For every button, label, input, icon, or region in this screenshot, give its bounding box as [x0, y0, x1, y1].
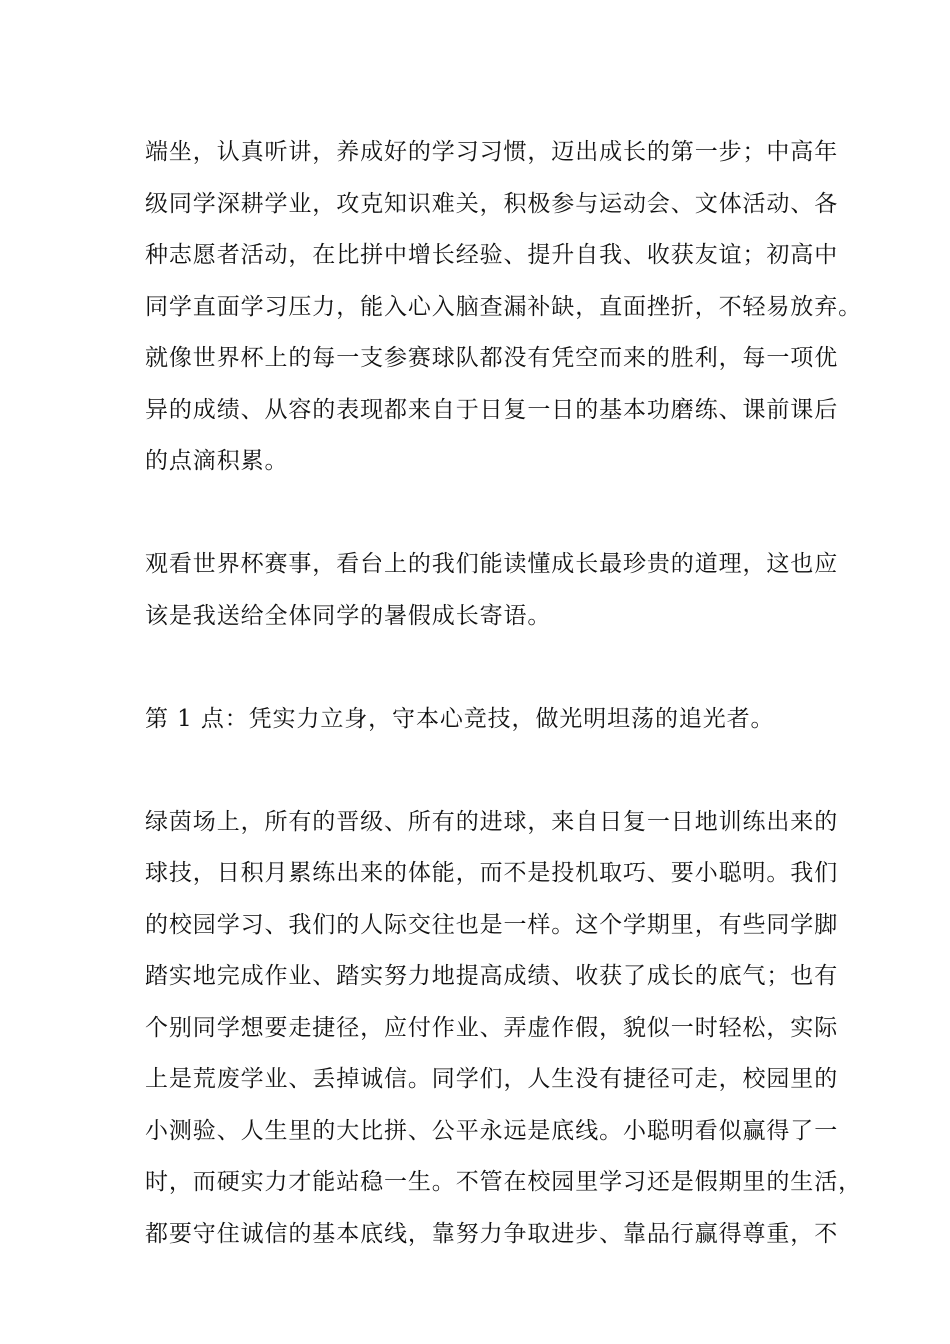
text-line: 的点滴积累。	[145, 448, 289, 474]
heading-line: 第 1 点：凭实力立身，守本心竞技，做光明坦荡的追光者。	[145, 705, 775, 732]
text-line: 上是荒废学业、丢掉诚信。同学们，人生没有捷径可走，校园里的	[145, 1066, 839, 1092]
text-line: 小测验、人生里的大比拼、公平永远是底线。小聪明看似赢得了一	[145, 1117, 839, 1144]
text-line: 就像世界杯上的每一支参赛球队都没有凭空而来的胜利，每一项优	[145, 345, 839, 371]
paragraph-3	[145, 797, 862, 1261]
paragraph-spacer	[145, 488, 830, 540]
text-line: 踏实地完成作业、踏实努力地提高成绩、收获了成长的底气；也有	[145, 963, 839, 989]
paragraph-spacer	[145, 642, 830, 694]
section-heading	[145, 694, 830, 746]
text-line: 异的成绩、从容的表现都来自于日复一日的基本功磨练、课前课后	[145, 396, 839, 423]
text-line: 端坐，认真听讲，养成好的学习习惯，迈出成长的第一步；中高年	[145, 139, 839, 165]
text-line: 种志愿者活动，在比拼中增长经验、提升自我、收获友谊；初高中	[145, 242, 839, 268]
text-line: 时，而硬实力才能站稳一生。不管在校园里学习还是假期里的生活，	[145, 1169, 862, 1195]
paragraph-1	[145, 127, 862, 488]
text-line: 绿茵场上，所有的晋级、所有的进球，来自日复一日地训练出来的	[145, 808, 839, 835]
text-line: 的校园学习、我们的人际交往也是一样。这个学期里，有些同学脚	[145, 911, 839, 938]
text-line: 都要守住诚信的基本底线，靠努力争取进步、靠品行赢得尊重，不	[145, 1220, 839, 1247]
text-line: 球技，日积月累练出来的体能，而不是投机取巧、要小聪明。我们	[145, 860, 839, 886]
text-line: 该是我送给全体同学的暑假成长寄语。	[145, 602, 552, 629]
paragraph-spacer	[145, 745, 830, 797]
text-line: 观看世界杯赛事，看台上的我们能读懂成长最珍贵的道理，这也应	[145, 551, 839, 577]
text-line: 级同学深耕学业，攻克知识难关，积极参与运动会、文体活动、各	[145, 190, 839, 217]
paragraph-2	[145, 539, 839, 642]
text-line: 同学直面学习压力，能入心入脑查漏补缺，直面挫折，不轻易放弃。	[145, 293, 862, 320]
text-line: 个别同学想要走捷径，应付作业、弄虚作假，貌似一时轻松，实际	[145, 1014, 839, 1041]
document-body	[145, 127, 862, 1260]
